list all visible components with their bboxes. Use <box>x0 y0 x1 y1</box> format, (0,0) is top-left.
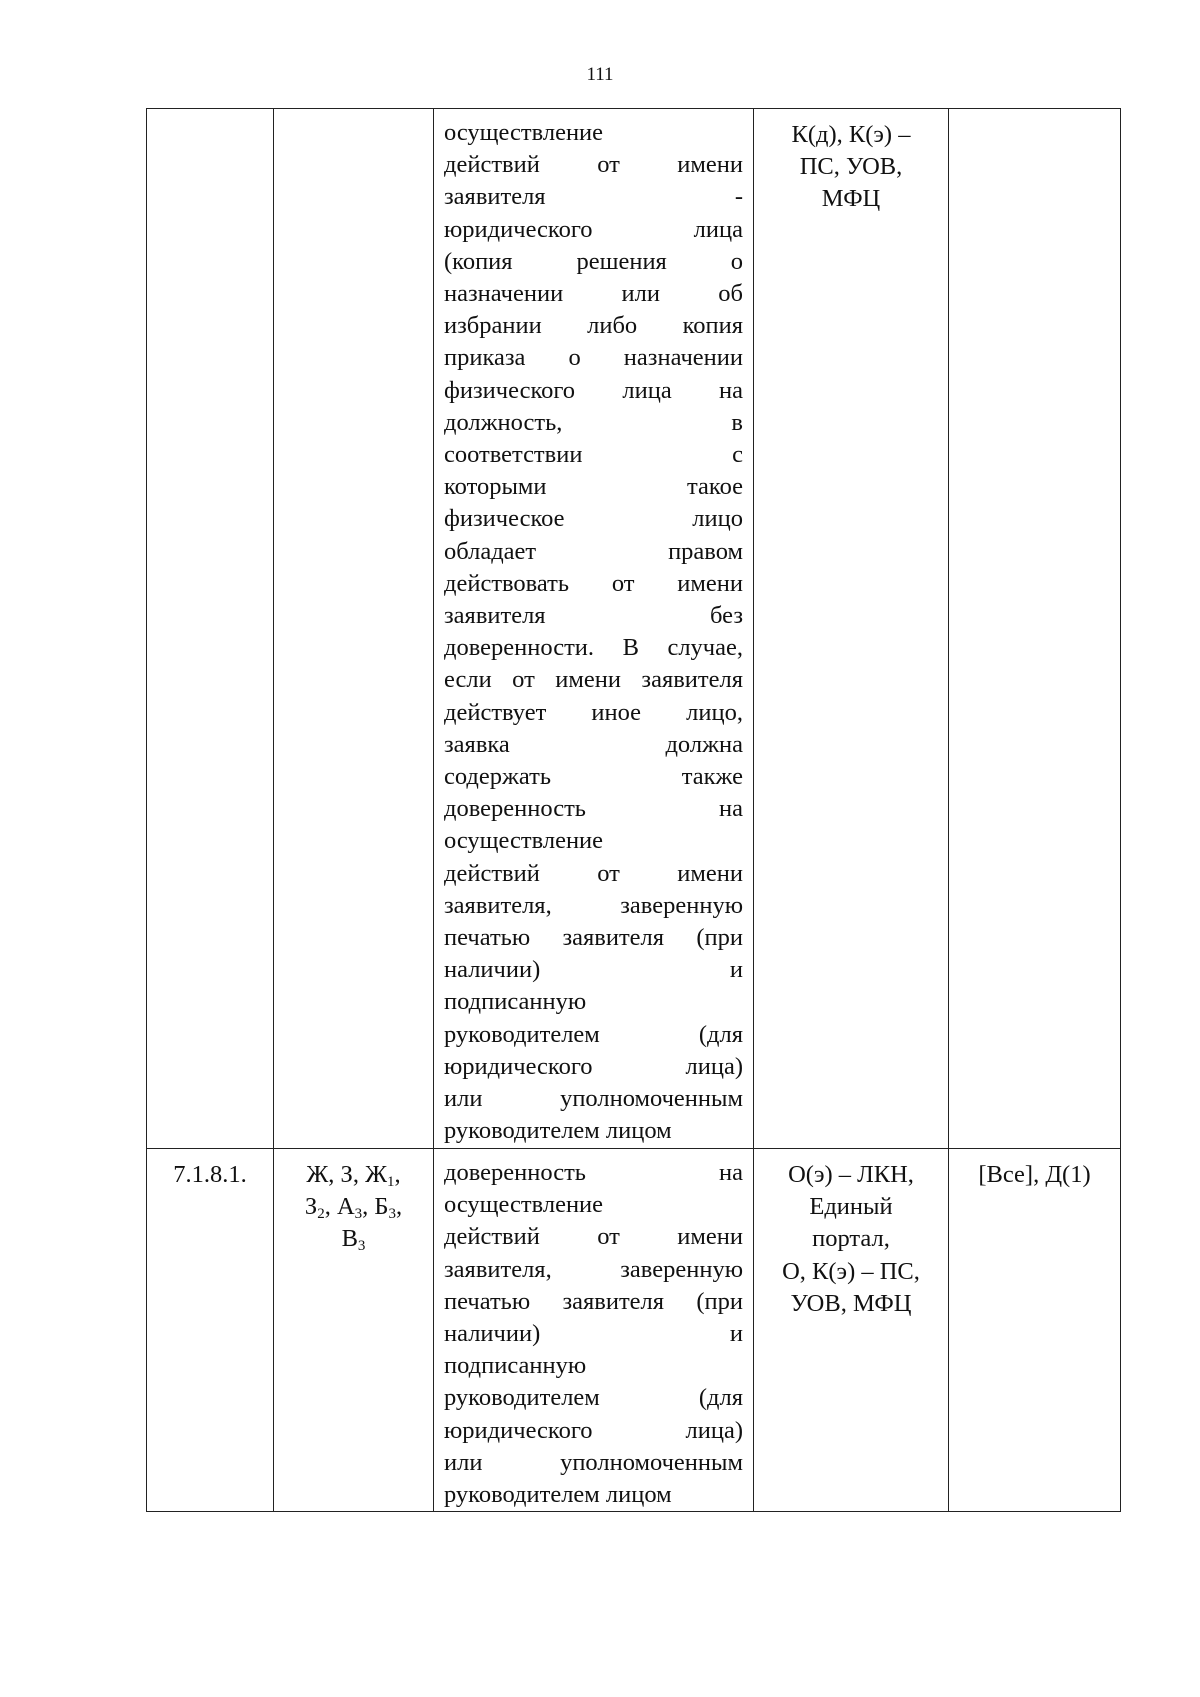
document-line: осуществление <box>444 1191 604 1219</box>
document-line: доверенности. В случае, <box>444 634 743 662</box>
note-cell: [Все], Д(1) <box>949 1149 1121 1512</box>
document-line: заявителя, заверенную <box>444 891 743 919</box>
document-line: или уполномоченным <box>444 1448 743 1476</box>
document-line: юридического лица) <box>444 1416 743 1444</box>
document-description-text <box>444 1157 743 1511</box>
document-line: юридического лица) <box>444 1052 743 1080</box>
categories-cell <box>274 1149 434 1512</box>
note-cell <box>949 109 1121 1149</box>
document-line: избрании либо копия <box>444 312 743 340</box>
submission-form-text <box>758 119 944 216</box>
row-number-cell <box>147 109 274 1149</box>
document-line: соответствии с <box>444 441 743 469</box>
category-line: $З_2$, $А_3$, $Б_3$, <box>304 1193 403 1223</box>
document-line: наличии) и <box>444 956 743 984</box>
document-line: наличии) и <box>444 1320 743 1348</box>
row-number-cell: 7.1.8.1. <box>147 1149 274 1512</box>
document-line: действий от имени <box>444 859 743 887</box>
document-line: руководителем лицом <box>444 1481 672 1509</box>
text-line: О(э) – ЛКН, <box>788 1161 914 1188</box>
text-line: К(д), К(э) – <box>791 121 911 148</box>
subscript: 3 <box>354 1206 363 1223</box>
document-description-cell <box>434 109 754 1149</box>
table-row <box>147 1149 1121 1512</box>
text-line: О, К(э) – ПС, <box>782 1257 920 1285</box>
document-line: которыми такое <box>444 473 743 501</box>
document-line: обладает правом <box>444 537 743 565</box>
document-line: физического лица на <box>444 376 743 404</box>
document-table <box>146 108 1121 1512</box>
table-row <box>147 109 1121 1149</box>
document-line: заявка должна <box>444 730 743 758</box>
document-line: осуществление <box>444 119 604 146</box>
subscript: 1 <box>387 1174 395 1190</box>
submission-form-cell <box>754 1149 949 1512</box>
category-line: $В_3$ <box>341 1225 366 1255</box>
page-number: 111 <box>586 64 614 85</box>
document-line: руководителем лицом <box>444 1117 672 1145</box>
document-description-text <box>444 117 743 1148</box>
document-line: (копия решения о <box>444 247 743 275</box>
subscript: 3 <box>357 1238 366 1255</box>
text-line: МФЦ <box>821 185 881 213</box>
document-line: заявителя - <box>444 183 743 211</box>
document-line: содержать также <box>444 763 743 791</box>
document-line: доверенность на <box>444 1159 743 1186</box>
document-line: если от имени заявителя <box>444 666 743 694</box>
categories-text <box>278 1159 429 1256</box>
document-line: назначении или об <box>444 280 743 308</box>
document-line: приказа о назначении <box>444 344 743 372</box>
document-line: действует иное лицо, <box>444 698 743 726</box>
document-line: действий от имени <box>444 1223 743 1251</box>
document-line: руководителем (для <box>444 1384 743 1412</box>
submission-form-cell <box>754 109 949 1149</box>
text-line: УОВ, МФЦ <box>790 1289 912 1317</box>
document-description-cell <box>434 1149 754 1512</box>
category-line: Ж, З, $Ж_1$, <box>306 1161 401 1190</box>
document-line: действовать от имени <box>444 569 743 597</box>
document-line: доверенность на <box>444 795 743 823</box>
text-line: портал, <box>812 1225 890 1253</box>
document-line: или уполномоченным <box>444 1085 743 1113</box>
subscript: 3 <box>388 1206 396 1223</box>
document-line: руководителем (для <box>444 1020 743 1048</box>
submission-form-text <box>758 1159 944 1320</box>
text-line: Единый <box>809 1193 893 1221</box>
document-line: подписанную <box>444 988 587 1016</box>
categories-cell <box>274 109 434 1149</box>
document-line: действий от имени <box>444 151 743 179</box>
document-line: физическое лицо <box>444 505 743 533</box>
document-line: подписанную <box>444 1352 587 1380</box>
subscript: 2 <box>317 1206 325 1223</box>
document-line: заявителя без <box>444 602 743 630</box>
document-line: печатью заявителя (при <box>444 1287 743 1315</box>
text-line: ПС, УОВ, <box>799 153 903 181</box>
document-line: печатью заявителя (при <box>444 924 743 952</box>
document-line: должность, в <box>444 408 743 436</box>
document-line: осуществление <box>444 827 604 855</box>
document-line: заявителя, заверенную <box>444 1255 743 1283</box>
document-line: юридического лица <box>444 215 743 243</box>
